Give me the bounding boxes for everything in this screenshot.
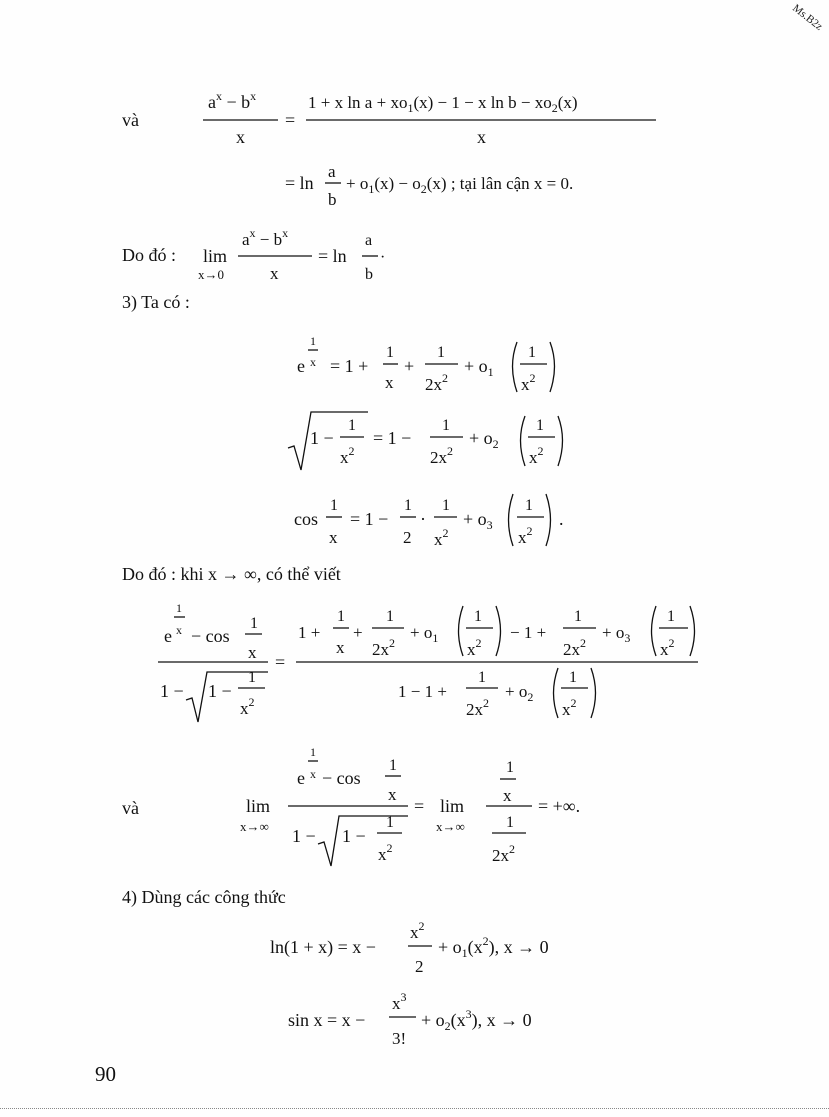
svg-text:− cos: − cos	[322, 768, 361, 788]
svg-text:x→∞: x→∞	[240, 819, 269, 834]
svg-text:+ o1(x) − o2(x) ; tại lân cận: + $o_1(x) - o_2(x)$ ; tại lân cận x = 0.	[346, 174, 574, 196]
svg-text:1 − 1 +: 1 − 1 +	[398, 682, 447, 701]
svg-text:1: 1	[442, 497, 450, 514]
label-va-2: và	[122, 798, 139, 818]
svg-text:1: 1	[667, 608, 675, 625]
svg-text:1: 1	[506, 814, 514, 831]
svg-text:a: a	[328, 162, 336, 181]
svg-text:1: 1	[250, 615, 258, 632]
svg-text:2x2: $2x^2$	[430, 444, 453, 467]
svg-text:x2: $x^2$	[340, 444, 355, 467]
svg-text:1 + x ln a + xo1(x) − 1 − x ln: 1 + x $\ln a + xo_1(x) - 1 - x$ $\ln b - xo_2(x)$	[308, 93, 578, 115]
section-3-heading: 3) Ta có :	[122, 292, 190, 312]
svg-text:1: 1	[574, 608, 582, 625]
svg-text:1 +: 1 +	[298, 623, 321, 642]
svg-text:1: 1	[348, 417, 356, 434]
svg-text:= 1 −: = 1 −	[350, 509, 389, 529]
svg-text:2x2: $2x^2$	[425, 371, 448, 394]
svg-text:lim: lim	[203, 246, 228, 266]
svg-text:= 1 +: = 1 +	[330, 356, 369, 376]
svg-text:a: a	[365, 232, 373, 249]
svg-text:1: 1	[528, 344, 536, 361]
svg-text:.: .	[559, 509, 564, 529]
svg-text:1: 1	[525, 497, 533, 514]
svg-text:= ln: = ln	[285, 173, 314, 193]
svg-text:1: 1	[386, 608, 394, 625]
svg-text:=: =	[285, 110, 296, 130]
svg-text:− cos: − cos	[191, 626, 230, 646]
page-number: 90	[95, 1062, 116, 1086]
svg-text:1 −: 1 −	[342, 826, 366, 846]
svg-text:3!: 3!	[392, 1029, 407, 1048]
svg-text:x3: $x^3$	[392, 990, 407, 1013]
svg-text:1: 1	[404, 497, 412, 514]
svg-text:− 1 +: − 1 +	[510, 623, 547, 642]
svg-text:b: b	[365, 266, 373, 283]
svg-text:+: +	[353, 623, 363, 642]
section-4-heading: 4) Dùng các công thức	[122, 887, 286, 907]
svg-text:x2: $x^2$	[467, 636, 482, 659]
svg-text:=: =	[414, 796, 425, 816]
svg-text:ln(1 + x) = x −: ln(1 + x) = x −	[270, 937, 376, 957]
svg-text:x: x	[329, 528, 338, 547]
svg-text:1: 1	[330, 497, 338, 514]
svg-text:+: +	[404, 356, 415, 376]
svg-text:1: 1	[310, 745, 316, 759]
svg-text:+ o1(x2), x → 0: + $o_1(x^2)$, x → 0	[438, 934, 549, 960]
svg-text:x: x	[336, 638, 345, 657]
bottom-scan-edge	[0, 1108, 829, 1109]
svg-text:x2: $x^2$	[410, 919, 425, 942]
svg-text:ax − bx: $a^x - b^x$	[208, 89, 257, 112]
svg-text:x2: $x^2$	[518, 524, 533, 547]
svg-text:x: x	[388, 785, 397, 804]
svg-text:+ o3: + $o_3$	[463, 509, 493, 532]
svg-text:=: =	[275, 652, 286, 672]
svg-text:x: x	[248, 643, 257, 662]
svg-text:x2: $x^2$	[529, 444, 544, 467]
svg-text:x→∞: x→∞	[436, 819, 465, 834]
svg-text:2x2: $2x^2$	[466, 696, 489, 719]
svg-text:x2: $x^2$	[434, 526, 449, 549]
svg-text:+ o1: + $o_1$	[464, 356, 494, 379]
svg-text:x: x	[310, 767, 316, 781]
svg-text:2: 2	[403, 528, 412, 547]
svg-text:1 −: 1 −	[160, 681, 184, 701]
svg-text:x: x	[236, 127, 245, 147]
label-va-1: và	[122, 110, 139, 130]
svg-text:sin x = x −: sin x = x −	[288, 1010, 366, 1030]
svg-text:2x2: $2x^2$	[372, 636, 395, 659]
label-do-do-2: Do đó : khi x → ∞, có thể viết	[122, 564, 341, 584]
svg-text:x: x	[385, 373, 394, 392]
svg-text:1: 1	[248, 669, 256, 686]
svg-text:1: 1	[506, 759, 514, 776]
svg-text:2x2: $2x^2$	[563, 636, 586, 659]
svg-text:x: x	[310, 355, 316, 369]
svg-text:+ o2: + $o_2$	[505, 682, 534, 704]
svg-text:+ o3: + $o_3$	[602, 623, 631, 645]
svg-text:= +∞.: = +∞.	[538, 796, 581, 816]
svg-text:= ln: = ln	[318, 246, 347, 266]
svg-text:x: x	[503, 786, 512, 805]
svg-text:x2: $x^2$	[240, 695, 255, 718]
svg-text:x: x	[270, 264, 279, 283]
svg-text:1: 1	[478, 669, 486, 686]
svg-text:b: b	[328, 190, 337, 209]
svg-text:1: 1	[474, 608, 482, 625]
corner-stamp-icon	[759, 0, 829, 50]
svg-text:e: e	[297, 768, 305, 788]
svg-text:x2: $x^2$	[521, 371, 536, 394]
svg-text:= 1 −: = 1 −	[373, 428, 412, 448]
svg-text:2x2: $2x^2$	[492, 842, 515, 865]
svg-text:·: ·	[380, 249, 386, 266]
svg-text:x2: $x^2$	[660, 636, 675, 659]
label-do-do-1: Do đó :	[122, 245, 176, 265]
svg-text:lim: lim	[246, 796, 271, 816]
svg-text:x2: $x^2$	[378, 841, 393, 864]
svg-text:1: 1	[337, 608, 345, 625]
svg-text:1: 1	[386, 814, 394, 831]
svg-text:lim: lim	[440, 796, 465, 816]
svg-text:1: 1	[310, 334, 316, 348]
svg-text:1: 1	[176, 601, 182, 615]
svg-text:1 −: 1 −	[208, 681, 232, 701]
svg-text:e: e	[164, 626, 172, 646]
svg-text:x2: $x^2$	[562, 696, 577, 719]
svg-text:1: 1	[536, 417, 544, 434]
svg-text:+ o2: + $o_2$	[469, 428, 499, 451]
svg-text:1: 1	[437, 344, 445, 361]
svg-text:+ o1: + $o_1$	[410, 623, 439, 645]
svg-text:x: x	[477, 127, 486, 147]
svg-text:1 −: 1 −	[310, 428, 334, 448]
svg-text:e: e	[297, 356, 305, 376]
svg-text:x→0: x→0	[198, 267, 224, 282]
svg-text:1: 1	[442, 417, 450, 434]
corner-stamp-text: Ms.B2z	[790, 2, 825, 33]
svg-text:·: ·	[420, 509, 426, 529]
svg-text:1 −: 1 −	[292, 826, 316, 846]
svg-text:1: 1	[386, 344, 394, 361]
svg-text:x: x	[176, 623, 182, 637]
svg-text:ax − bx: $a^x - b^x$	[242, 226, 289, 249]
svg-text:1: 1	[569, 669, 577, 686]
svg-text:2: 2	[415, 957, 424, 976]
svg-text:+ o2(x3), x → 0: + $o_2(x^3)$, x → 0	[421, 1007, 532, 1033]
svg-text:cos: cos	[294, 509, 318, 529]
svg-text:1: 1	[389, 757, 397, 774]
